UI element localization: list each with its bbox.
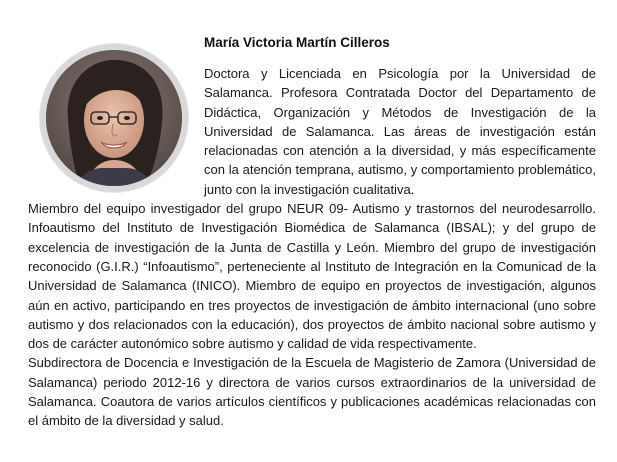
bio-paragraph-positions: Subdirectora de Docencia e Investigación de la Escuela de Magisterio de Zamora (Universidad de Salamanca) periodo 2012-16 y directora de varios cursos extraordinarios de la universidad de Salamanca. Coautora de varios artículos científicos y publicaciones académicas relacionadas con el ámbito de la diversidad y salud.: [28, 355, 596, 429]
bio-paragraph-education: Doctora y Licenciada en Psicología por la Universidad de Salamanca. Profesora Contratada Doctor del Departamento de Didáctica, Organización y Métodos de Investigación de la Universidad de Salamanca. Las áreas de investigación están relacionadas con atención a la diversidad, y más específicamente con la atención temprana, autismo, y comportamiento problemático, junto con la investigación cualitativa.: [204, 66, 596, 197]
biography-text: [28, 64, 596, 431]
bio-paragraph-research-groups: Miembro del equipo investigador del grupo NEUR 09- Autismo y trastornos del neurodesarrollo. Infoautismo del Instituto de Investigación Biomédica de Salamanca (IBSAL); y del grupo de excelencia de investigación de la Junta de Castilla y León. Miembro del grupo de investigación reconocido (G.I.R.) “Infoautismo”, perteneciente al Instituto de Integración en la Comunicad de la Universidad de Salamanca (INICO). Miembro de equipo en proyectos de investigación, algunos aún en activo, participando en tres proyectos de investigación de ámbito internacional (uno sobre autismo y dos relacionados con la educación), dos proyectos de ámbito nacional sobre autismo y dos de carácter autonómico sobre autismo y calidad de vida respectivamente.: [28, 201, 596, 352]
person-name: María Victoria Martín Cilleros: [204, 35, 390, 50]
photo-spacer: [28, 64, 204, 194]
